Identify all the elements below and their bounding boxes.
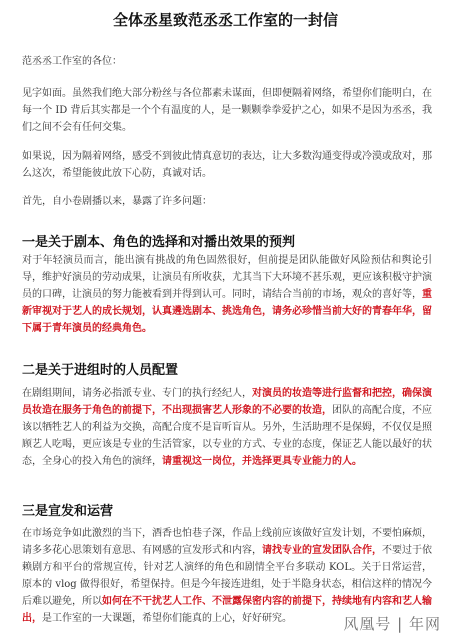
section-3-text-3: 是工作室的一大课题，希望你们能真的上心，好好研究。 (42, 613, 292, 624)
section-2-heading: 二是关于进组时的人员配置 (22, 363, 179, 378)
letter-title: 全体丞星致范丞丞工作室的一封信 (112, 11, 338, 29)
greeting: 范丞丞工作室的各位： (22, 56, 122, 67)
section-3-text-1: 在市场竞争如此激烈的当下，酒香也怕巷子深，作品上线前应该做好宣发计划，不要怕麻烦，请多多花心思策划有意思、有网感的宣发形式和内容， (22, 528, 432, 556)
section-1-paragraph (22, 252, 432, 337)
section-1-text: 对于年轻演员而言，能出演有挑战的角色固然很好，但前提是团队能做好风险预估和舆论引导，维护好演员的劳动成果，让演员有所收获，尤其当下大环境不甚乐观，更应该积极守护演员的口碑，让演员的努力能被看到并得到认可。同时，请结合当前的市场，观众的喜好等， (22, 255, 432, 300)
section-2-paragraph (22, 385, 432, 470)
intro-paragraph-1: 见字如面。虽然我们绝大部分粉丝与各位都素未谋面，但即便隔着网络，希望你们能明白，在每一个 ID 背后其实都是一个个有温度的人，是一颗颗拳拳爱护之心，如果不是因为丞丞，我们之间不会有任何交集。 (22, 88, 432, 133)
section-3-text-2: 不要过于依赖剧方和平台的常规宣传，针对艺人演绎的角色和剧情全平台多联动 KOL。关于日常运营，原本的 vlog 做得很好，希望保持。但是今年接连进组，处于半隐身状态，相信这样的情况今后难以避免，所以 (22, 545, 432, 607)
section-3-highlight-2: 如何在不干扰艺人工作、不泄露保密内容的前提下，持续地有内容和艺人输出， (22, 596, 432, 624)
section-3-highlight-1: 请找专业的宣发团队合作， (262, 545, 382, 556)
intro-paragraph-2: 如果说，因为隔着网络，感受不到彼此情真意切的表达，让大多数沟通变得或冷漠或敌对，那么这次，希望能彼此放下心防，真诚对话。 (22, 151, 432, 179)
section-2-text-1: 在剧组期间，请务必指派专业、专门的执行经纪人， (22, 388, 252, 399)
watermark-logo: 风凰号 | 年网 (343, 615, 441, 633)
section-3-heading: 三是宣发和运营 (22, 504, 114, 519)
section-2-text-2: 团队的高配合度，不应该以牺牲艺人的利益为交换，高配合度不是盲听盲从。另外，生活助理不是保姆，不仅仅是照顾艺人吃喝，更应该是专业的生活管家，以专业的方式、专业的态度，保证艺人能以最好的状态，全身心的投入角色的演绎， (22, 405, 432, 467)
section-1-highlight: 重新审视对于艺人的成长规划，认真遴选剧本、挑选角色，请务必珍惜当前大好的青春年华，留下属于青年演员的经典角色。 (22, 289, 432, 334)
section-1-heading: 一是关于剧本、角色的选择和对播出效果的预判 (22, 235, 296, 250)
section-2-highlight-2: 请重视这一岗位，并选择更具专业能力的人。 (162, 456, 362, 467)
section-3-paragraph (22, 525, 432, 627)
intro-paragraph-3: 首先，自小卷剧播以来，暴露了许多问题： (22, 196, 212, 207)
section-2-highlight-1: 对演员的妆造等进行监督和把控，确保演员妆造在服务于角色的前提下，不出现损害艺人形象的不必要的妆造， (22, 388, 432, 416)
